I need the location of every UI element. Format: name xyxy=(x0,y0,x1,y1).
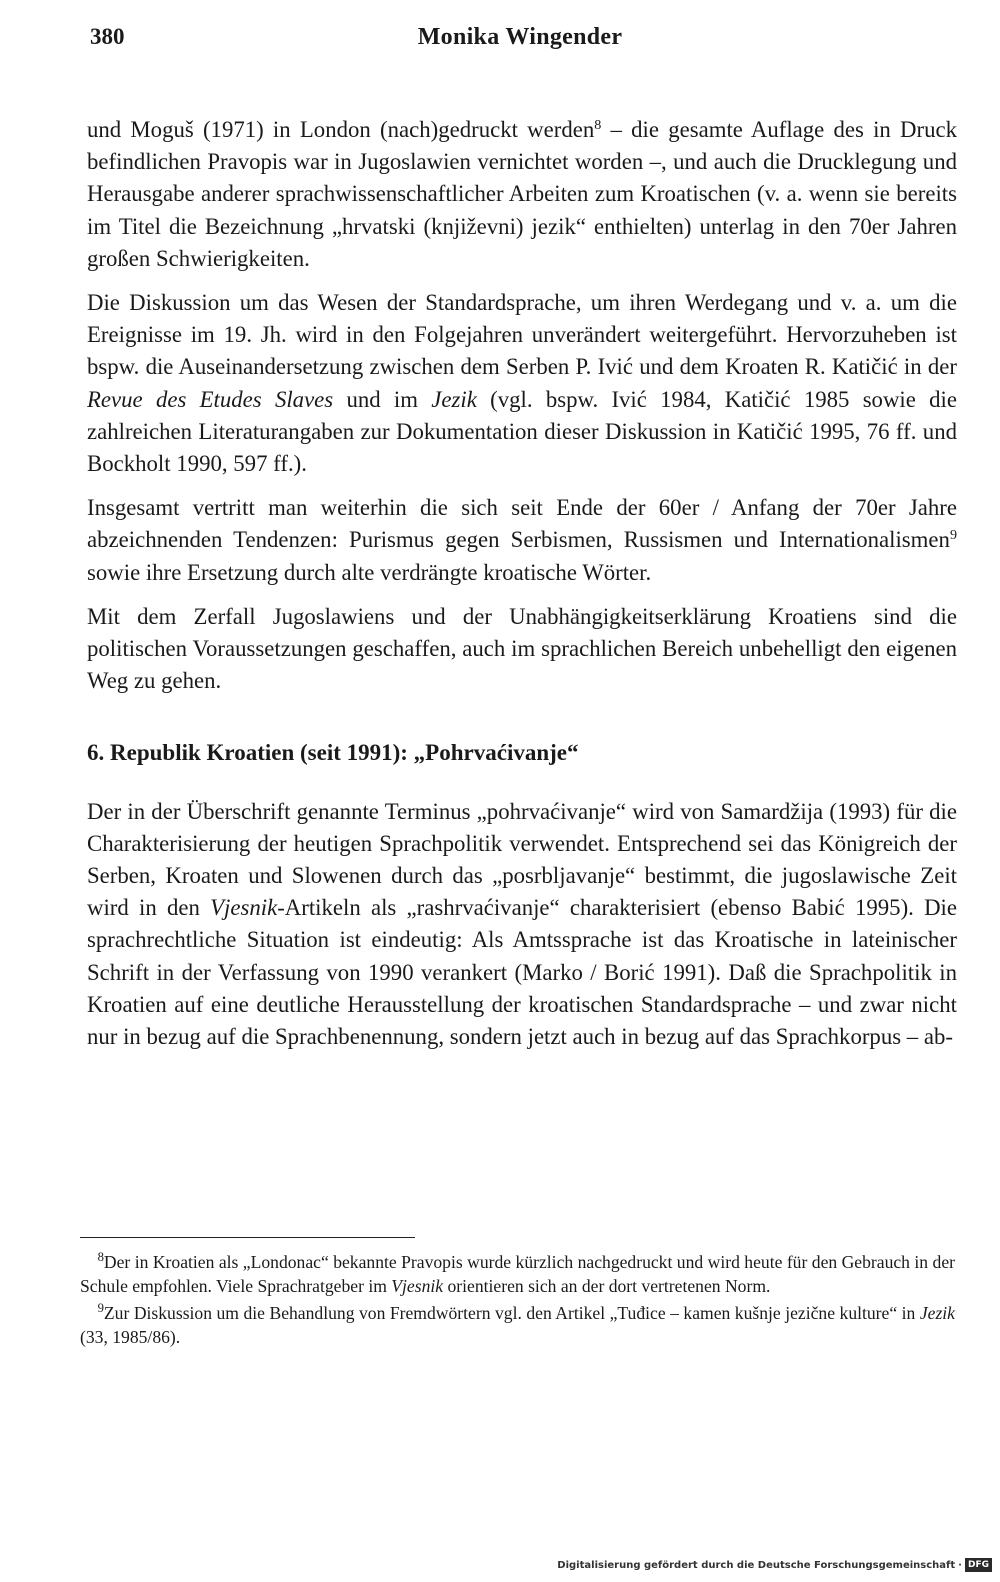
footnote-9-text-b: (33, 1985/86). xyxy=(80,1327,181,1348)
footnote-8-text-b: orientieren sich an der dort vertretenen Norm. xyxy=(443,1276,771,1297)
footnote-ref-8: 8 xyxy=(594,117,602,134)
footnote-9-number: 9 xyxy=(97,1300,104,1315)
footnote-rule xyxy=(80,1237,415,1238)
paragraph-1-text-a: und Moguš (1971) in London (nach)gedruckt werden xyxy=(87,117,595,142)
paragraph-5-text-a: Der in der Überschrift genannte Terminus „pohrvaćivanje“ wird von Samardžija (1993) für die Charakterisierung der heutigen Sprachpolitik verwendet. Entsprechend sei das Königreich der Serben, Kroaten und Slowenen durch das „posrbljavanje“ bestimmt, die jugoslawische Zeit wird in den xyxy=(87,798,957,921)
footnote-8-vjesnik: Vjesnik xyxy=(391,1276,444,1297)
footnotes xyxy=(80,1250,955,1352)
page-number: 380 xyxy=(90,24,125,49)
footnote-ref-9: 9 xyxy=(949,527,957,544)
footnote-9 xyxy=(80,1301,955,1350)
footnote-8-text-a: Der in Kroatien als „Londonac“ bekannte Pravopis wurde kürzlich nachgedruckt und wird heute für den Gebrauch in der Schule empfohlen. Viele Sprachratgeber im xyxy=(80,1252,955,1297)
digitization-note: Digitalisierung gefördert durch die Deutsche Forschungsgemeinschaft xyxy=(557,1559,956,1571)
body-text xyxy=(87,114,957,1065)
paragraph-2-text-c: (vgl. bspw. Ivić 1984, Katičić 1985 sowie die zahlreichen Literaturangaben zur Dokumentation dieser Diskussion in Katičić 1995, 76 ff. und Bockholt 1990, 597 ff.). xyxy=(87,386,958,477)
paragraph-4: Mit dem Zerfall Jugoslawiens und der Unabhängigkeitserklärung Kroatiens sind die politischen Voraussetzungen geschaffen, auch im sprachlichen Bereich unbehelligt den eigenen Weg zu gehen. xyxy=(87,603,957,694)
paragraph-2-text-b: und im xyxy=(333,386,432,412)
footnote-9-text-a: Zur Diskussion um die Behandlung von Fremdwörtern vgl. den Artikel „Tuđice – kamen kušnje jezične kulture“ in xyxy=(103,1302,920,1323)
section-heading: 6. Republik Kroatien (seit 1991): „Pohrvaćivanje“ xyxy=(87,740,579,766)
paragraph-3-text-b: sowie ihre Ersetzung durch alte verdrängte kroatische Wörter. xyxy=(87,559,652,585)
paragraph-2 xyxy=(87,287,957,480)
journal-title-revue: Revue des Etudes Slaves xyxy=(87,386,334,412)
paragraph-3 xyxy=(87,492,957,589)
footnote-8 xyxy=(80,1250,955,1299)
newspaper-title-vjesnik: Vjesnik xyxy=(210,895,278,921)
paragraph-5 xyxy=(87,796,957,1054)
footnote-8-number: 8 xyxy=(97,1250,104,1265)
paragraph-2-text-a: Die Diskussion um das Wesen der Standardsprache, um ihren Werdegang und v. a. um die Ereignisse im 19. Jh. wird in den Folgejahren unverändert weitergeführt. Hervorzuheben ist bspw. die Auseinandersetzung zwischen dem Serben P. Ivić und dem Kroaten R. Katičić in der xyxy=(87,290,957,380)
paragraph-1-text-b: – die gesamte Auflage des in Druck befindlichen Pravopis war in Jugoslawien vernichtet worden –, und auch die Drucklegung und Herausgabe anderer sprachwissenschaftlicher Arbeiten zum Kroatischen (v. a. wenn sie bereits im Titel die Bezeichnung „hrvatski (književni) jezik“ enthielten) unterlag in den 70er Jahren großen Schwierigkeiten. xyxy=(87,117,957,271)
paragraph-5-text-b: -Artikeln als „rashrvaćivanje“ charakterisiert (ebenso Babić 1995). Die sprachrechtliche Situation ist eindeutig: Als Amtssprache ist das Kroatische in lateinischer Schrift in der Verfassung von 1990 verankert (Marko / Borić 1991). Daß die Sprachpolitik in Kroatien auf eine deutliche Herausstellung der kroatischen Standardsprache – und zwar nicht nur in bezug auf die Sprachbenennung, sondern jetzt auch in bezug auf das Sprachkorpus – ab- xyxy=(87,895,957,1050)
dfg-logo: DFG xyxy=(965,1558,992,1572)
journal-title-jezik: Jezik xyxy=(431,386,477,412)
running-head-author: Monika Wingender xyxy=(417,24,623,50)
footnote-9-jezik: Jezik xyxy=(919,1302,955,1323)
digitization-banner: Digitalisierung gefördert durch die Deutsche Forschungsgemeinschaft · DFG xyxy=(557,1558,992,1572)
paragraph-1 xyxy=(87,114,957,275)
paragraph-3-text-a: Insgesamt vertritt man weiterhin die sich seit Ende der 60er / Anfang der 70er Jahre abzeichnenden Tendenzen: Purismus gegen Serbismen, Russismen und Internationalismen xyxy=(87,495,957,553)
